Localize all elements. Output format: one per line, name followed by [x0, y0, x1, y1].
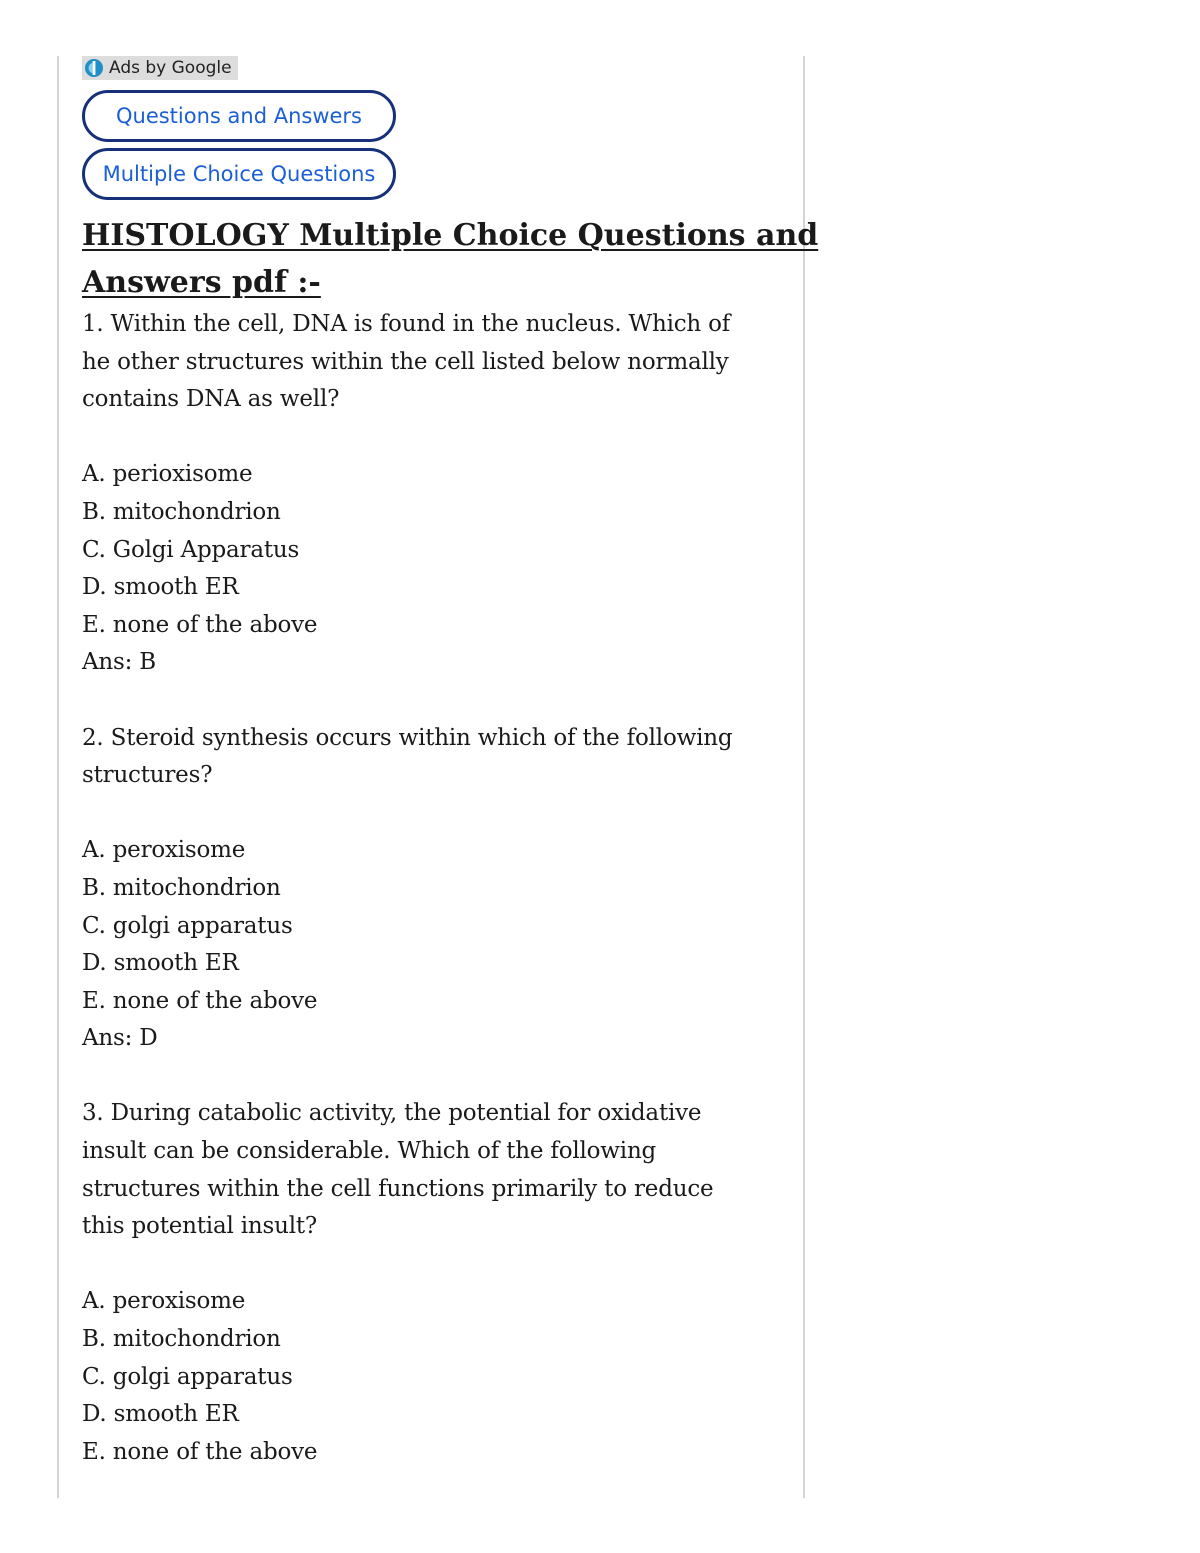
question-text-line: 2. Steroid synthesis occurs within which of the following	[82, 724, 733, 751]
ads-by-google-badge[interactable]	[82, 56, 238, 80]
answer-option: A. perioxisome	[82, 461, 253, 488]
question-text-line: contains DNA as well?	[82, 386, 340, 413]
question-text-line: 1. Within the cell, DNA is found in the nucleus. Which of	[82, 311, 731, 337]
blank-line	[82, 419, 782, 457]
page-title-line: HISTOLOGY Multiple Choice Questions and	[82, 218, 819, 253]
answer-option: A. peroxisome	[82, 1288, 246, 1315]
answer-option: C. golgi apparatus	[82, 912, 293, 939]
answer-option: D. smooth ER	[82, 574, 239, 601]
answer-option: E. none of the above	[82, 1438, 318, 1465]
question-block	[82, 306, 782, 682]
question-block	[82, 720, 782, 1058]
answer-option: D. smooth ER	[82, 1401, 239, 1428]
multiple-choice-questions-link[interactable]: Multiple Choice Questions	[82, 148, 396, 200]
question-text-line: this potential insult?	[82, 1213, 318, 1240]
article-content	[82, 56, 819, 1471]
answer-option: E. none of the above	[82, 611, 318, 638]
blank-line	[82, 682, 782, 720]
ads-label: Ads by Google	[109, 58, 232, 78]
question-text-line: he other structures within the cell listed below normally	[82, 348, 729, 375]
question-block	[82, 1095, 782, 1471]
question-text-line: structures?	[82, 762, 213, 789]
answer-option: B. mitochondrion	[82, 1326, 281, 1353]
answer-option: B. mitochondrion	[82, 498, 281, 525]
page-title-line: Answers pdf :-	[82, 265, 321, 300]
answer-option: D. smooth ER	[82, 950, 239, 977]
page-title	[82, 212, 819, 306]
question-text-line: insult can be considerable. Which of the following	[82, 1138, 657, 1165]
questions-and-answers-link[interactable]: Questions and Answers	[82, 90, 396, 142]
question-text-line: structures within the cell functions primarily to reduce	[82, 1175, 714, 1202]
answer-option: A. peroxisome	[82, 837, 246, 864]
answer-option: E. none of the above	[82, 987, 318, 1014]
correct-answer: Ans: D	[82, 1025, 158, 1052]
ad-choices-icon	[84, 58, 104, 78]
answer-option: B. mitochondrion	[82, 874, 281, 901]
blank-line	[82, 795, 782, 833]
answer-option: C. Golgi Apparatus	[82, 536, 300, 563]
question-text-line: 3. During catabolic activity, the potential for oxidative	[82, 1100, 702, 1127]
answer-option: C. golgi apparatus	[82, 1363, 293, 1390]
blank-line	[82, 1246, 782, 1284]
blank-line	[82, 1058, 782, 1096]
questions-body	[82, 306, 782, 1471]
correct-answer: Ans: B	[82, 649, 156, 676]
